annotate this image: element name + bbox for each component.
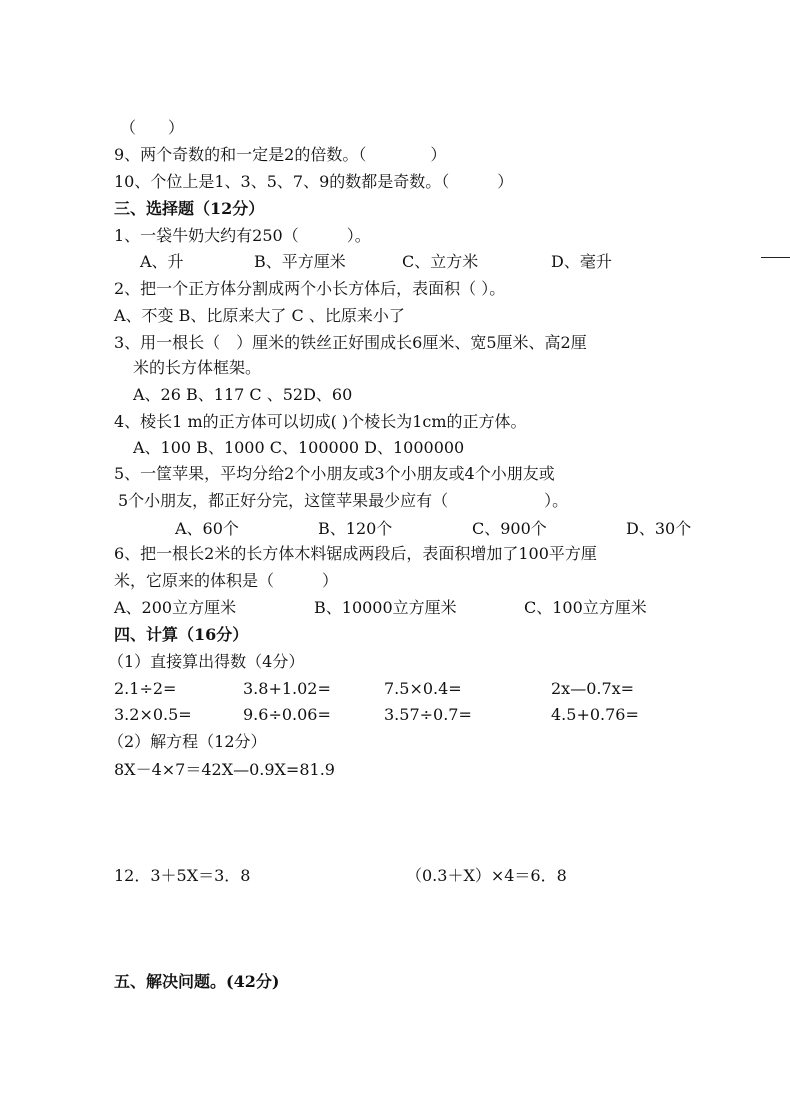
section-4-heading: 四、计算（16分） bbox=[114, 625, 249, 644]
calc-item: 3.57÷0.7= bbox=[384, 705, 472, 724]
calc-item: 2x—0.7x= bbox=[551, 679, 635, 698]
choice-q6-option-b: B、10000立方厘米 bbox=[314, 598, 457, 617]
choice-q6-cont: 米，它原来的体积是（ ） bbox=[114, 571, 339, 590]
choice-q1-option-d: D、毫升 bbox=[551, 252, 612, 271]
calc-item: 3.2×0.5= bbox=[114, 705, 192, 724]
choice-q1-option-b: B、平方厘米 bbox=[254, 252, 346, 271]
choice-q5: 5、一筐苹果，平均分给2个小朋友或3个小朋友或4个小朋友或 bbox=[114, 464, 555, 483]
question-9: 9、两个奇数的和一定是2的倍数。（ ） bbox=[114, 145, 447, 164]
choice-q3: 3、用一根长（ ）厘米的铁丝正好围成长6厘米、宽5厘米、高2厘 bbox=[114, 333, 587, 352]
choice-q6-option-a: A、200立方厘米 bbox=[114, 598, 237, 617]
choice-q5-option-a: A、60个 bbox=[175, 519, 239, 538]
choice-q5-cont: 5个小朋友，都正好分完，这筐苹果最少应有（ ）。 bbox=[118, 491, 569, 510]
choice-q5-option-b: B、120个 bbox=[318, 519, 393, 538]
choice-q2: 2、把一个正方体分割成两个小长方体后，表面积（ ）。 bbox=[114, 279, 506, 298]
margin-dash bbox=[761, 257, 790, 258]
choice-q1: 1、一袋牛奶大约有250（ ）。 bbox=[114, 226, 371, 245]
calc-item: 9.6÷0.06= bbox=[243, 705, 331, 724]
choice-q3-cont: 米的长方体框架。 bbox=[133, 358, 262, 377]
section-5-heading: 五、解决问题。(42分) bbox=[114, 972, 280, 991]
equation-line-1: 8X－4×7＝42X—0.9X=81.9 bbox=[114, 760, 335, 779]
question-10: 10、个位上是1、3、5、7、9的数都是奇数。（ ） bbox=[114, 172, 514, 191]
choice-q6-option-c: C、100立方厘米 bbox=[524, 598, 647, 617]
calc-item: 4.5+0.76= bbox=[551, 705, 639, 724]
choice-q3-options: A、26 B、117 C 、52D、60 bbox=[133, 385, 353, 404]
choice-q6: 6、把一根长2米的长方体木料锯成两段后，表面积增加了100平方厘 bbox=[114, 544, 597, 563]
calc-part-2-heading: （2）解方程（12分） bbox=[108, 732, 267, 751]
choice-q4-options: A、100 B、1000 C、100000 D、1000000 bbox=[133, 438, 465, 457]
calc-item: 7.5×0.4= bbox=[384, 679, 462, 698]
calc-item: 2.1÷2= bbox=[114, 679, 177, 698]
equation-3: 12．3＋5X＝3．8 bbox=[114, 866, 251, 885]
choice-q2-options: A、不变 B、比原来大了 C 、比原来小了 bbox=[114, 306, 405, 325]
calc-item: 3.8+1.02= bbox=[243, 679, 331, 698]
calc-part-1-heading: （1）直接算出得数（4分） bbox=[108, 652, 305, 671]
prev-question-blank: （ ） bbox=[120, 118, 185, 137]
choice-q5-option-c: C、900个 bbox=[472, 519, 547, 538]
choice-q1-option-a: A、升 bbox=[140, 252, 184, 271]
equation-4: （0.3＋X）×4＝6．8 bbox=[406, 866, 567, 885]
choice-q5-option-d: D、30个 bbox=[626, 519, 692, 538]
section-3-heading: 三、选择题（12分） bbox=[114, 199, 265, 218]
choice-q1-option-c: C、立方米 bbox=[402, 252, 479, 271]
choice-q4: 4、棱长1 m的正方体可以切成( )个棱长为1cm的正方体。 bbox=[114, 412, 527, 431]
